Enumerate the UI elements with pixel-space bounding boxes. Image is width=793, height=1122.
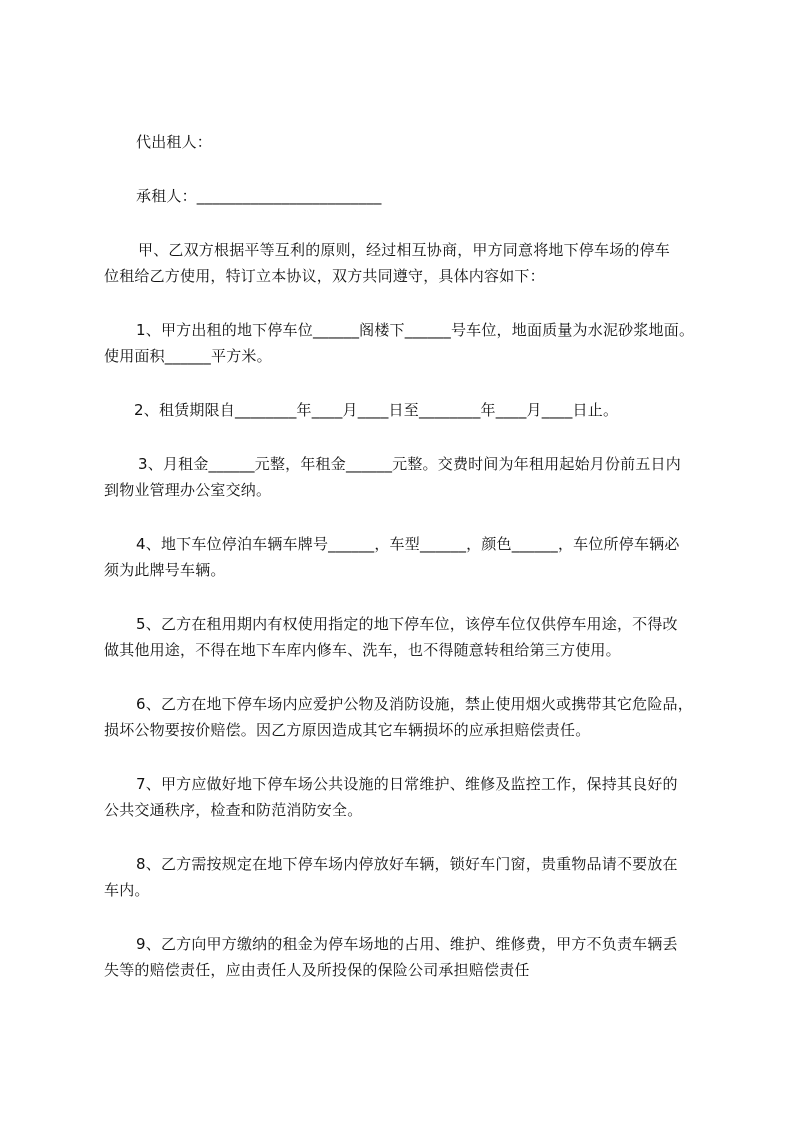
- clause-line: 9、乙方向甲方缴纳的租金为停车场地的占用、维护、维修费，甲方不负责车辆丢: [136, 935, 678, 953]
- clause-line: 2、租赁期限自________年____月____日至________年____月____日止。: [134, 401, 619, 419]
- clause-line: 使用面积______平方米。: [104, 347, 272, 365]
- clause-line: 7、甲方应做好地下停车场公共设施的日常维护、维修及监控工作，保持其良好的: [136, 775, 678, 793]
- clause-line: 4、地下车位停泊车辆车牌号______，车型______，颜色______，车位所停车辆必: [136, 535, 680, 553]
- lessor-line: 代出租人：: [136, 133, 213, 151]
- clause-line: 公共交通秩序，检查和防范消防安全。: [104, 801, 363, 819]
- clause-line: 做其他用途，不得在地下车库内修车、洗车，也不得随意转租给第三方使用。: [104, 641, 621, 659]
- clause-line: 须为此牌号车辆。: [104, 561, 226, 579]
- clause-line: 8、乙方需按规定在地下停车场内停放好车辆，锁好车门窗，贵重物品请不要放在: [136, 855, 678, 873]
- clause-line: 车内。: [104, 881, 150, 899]
- clause-line: 失等的赔偿责任，应由责任人及所投保的保险公司承担赔偿责任: [104, 961, 530, 979]
- clause-line: 5、乙方在租用期内有权使用指定的地下停车位，该停车位仅供停车用途，不得改: [136, 615, 678, 633]
- clause-line: 6、乙方在地下停车场内应爱护公物及消防设施，禁止使用烟火或携带其它危险品，: [136, 695, 693, 713]
- clause-line: 损坏公物要按价赔偿。因乙方原因造成其它车辆损坏的应承担赔偿责任。: [104, 721, 591, 739]
- lessee-line: 承租人：________________________: [136, 187, 382, 205]
- intro-line-2: 位租给乙方使用，特订立本协议，双方共同遵守，具体内容如下：: [104, 267, 545, 285]
- clause-line: 1、甲方出租的地下停车位______阁楼下______号车位，地面质量为水泥砂浆地面。: [136, 321, 695, 339]
- clause-line: 到物业管理办公室交纳。: [104, 481, 272, 499]
- clause-line: 3、月租金______元整，年租金______元整。交费时间为年租用起始月份前五日内: [138, 455, 681, 473]
- intro-line-1: 甲、乙双方根据平等互利的原则，经过相互协商，甲方同意将地下停车场的停车: [138, 241, 671, 259]
